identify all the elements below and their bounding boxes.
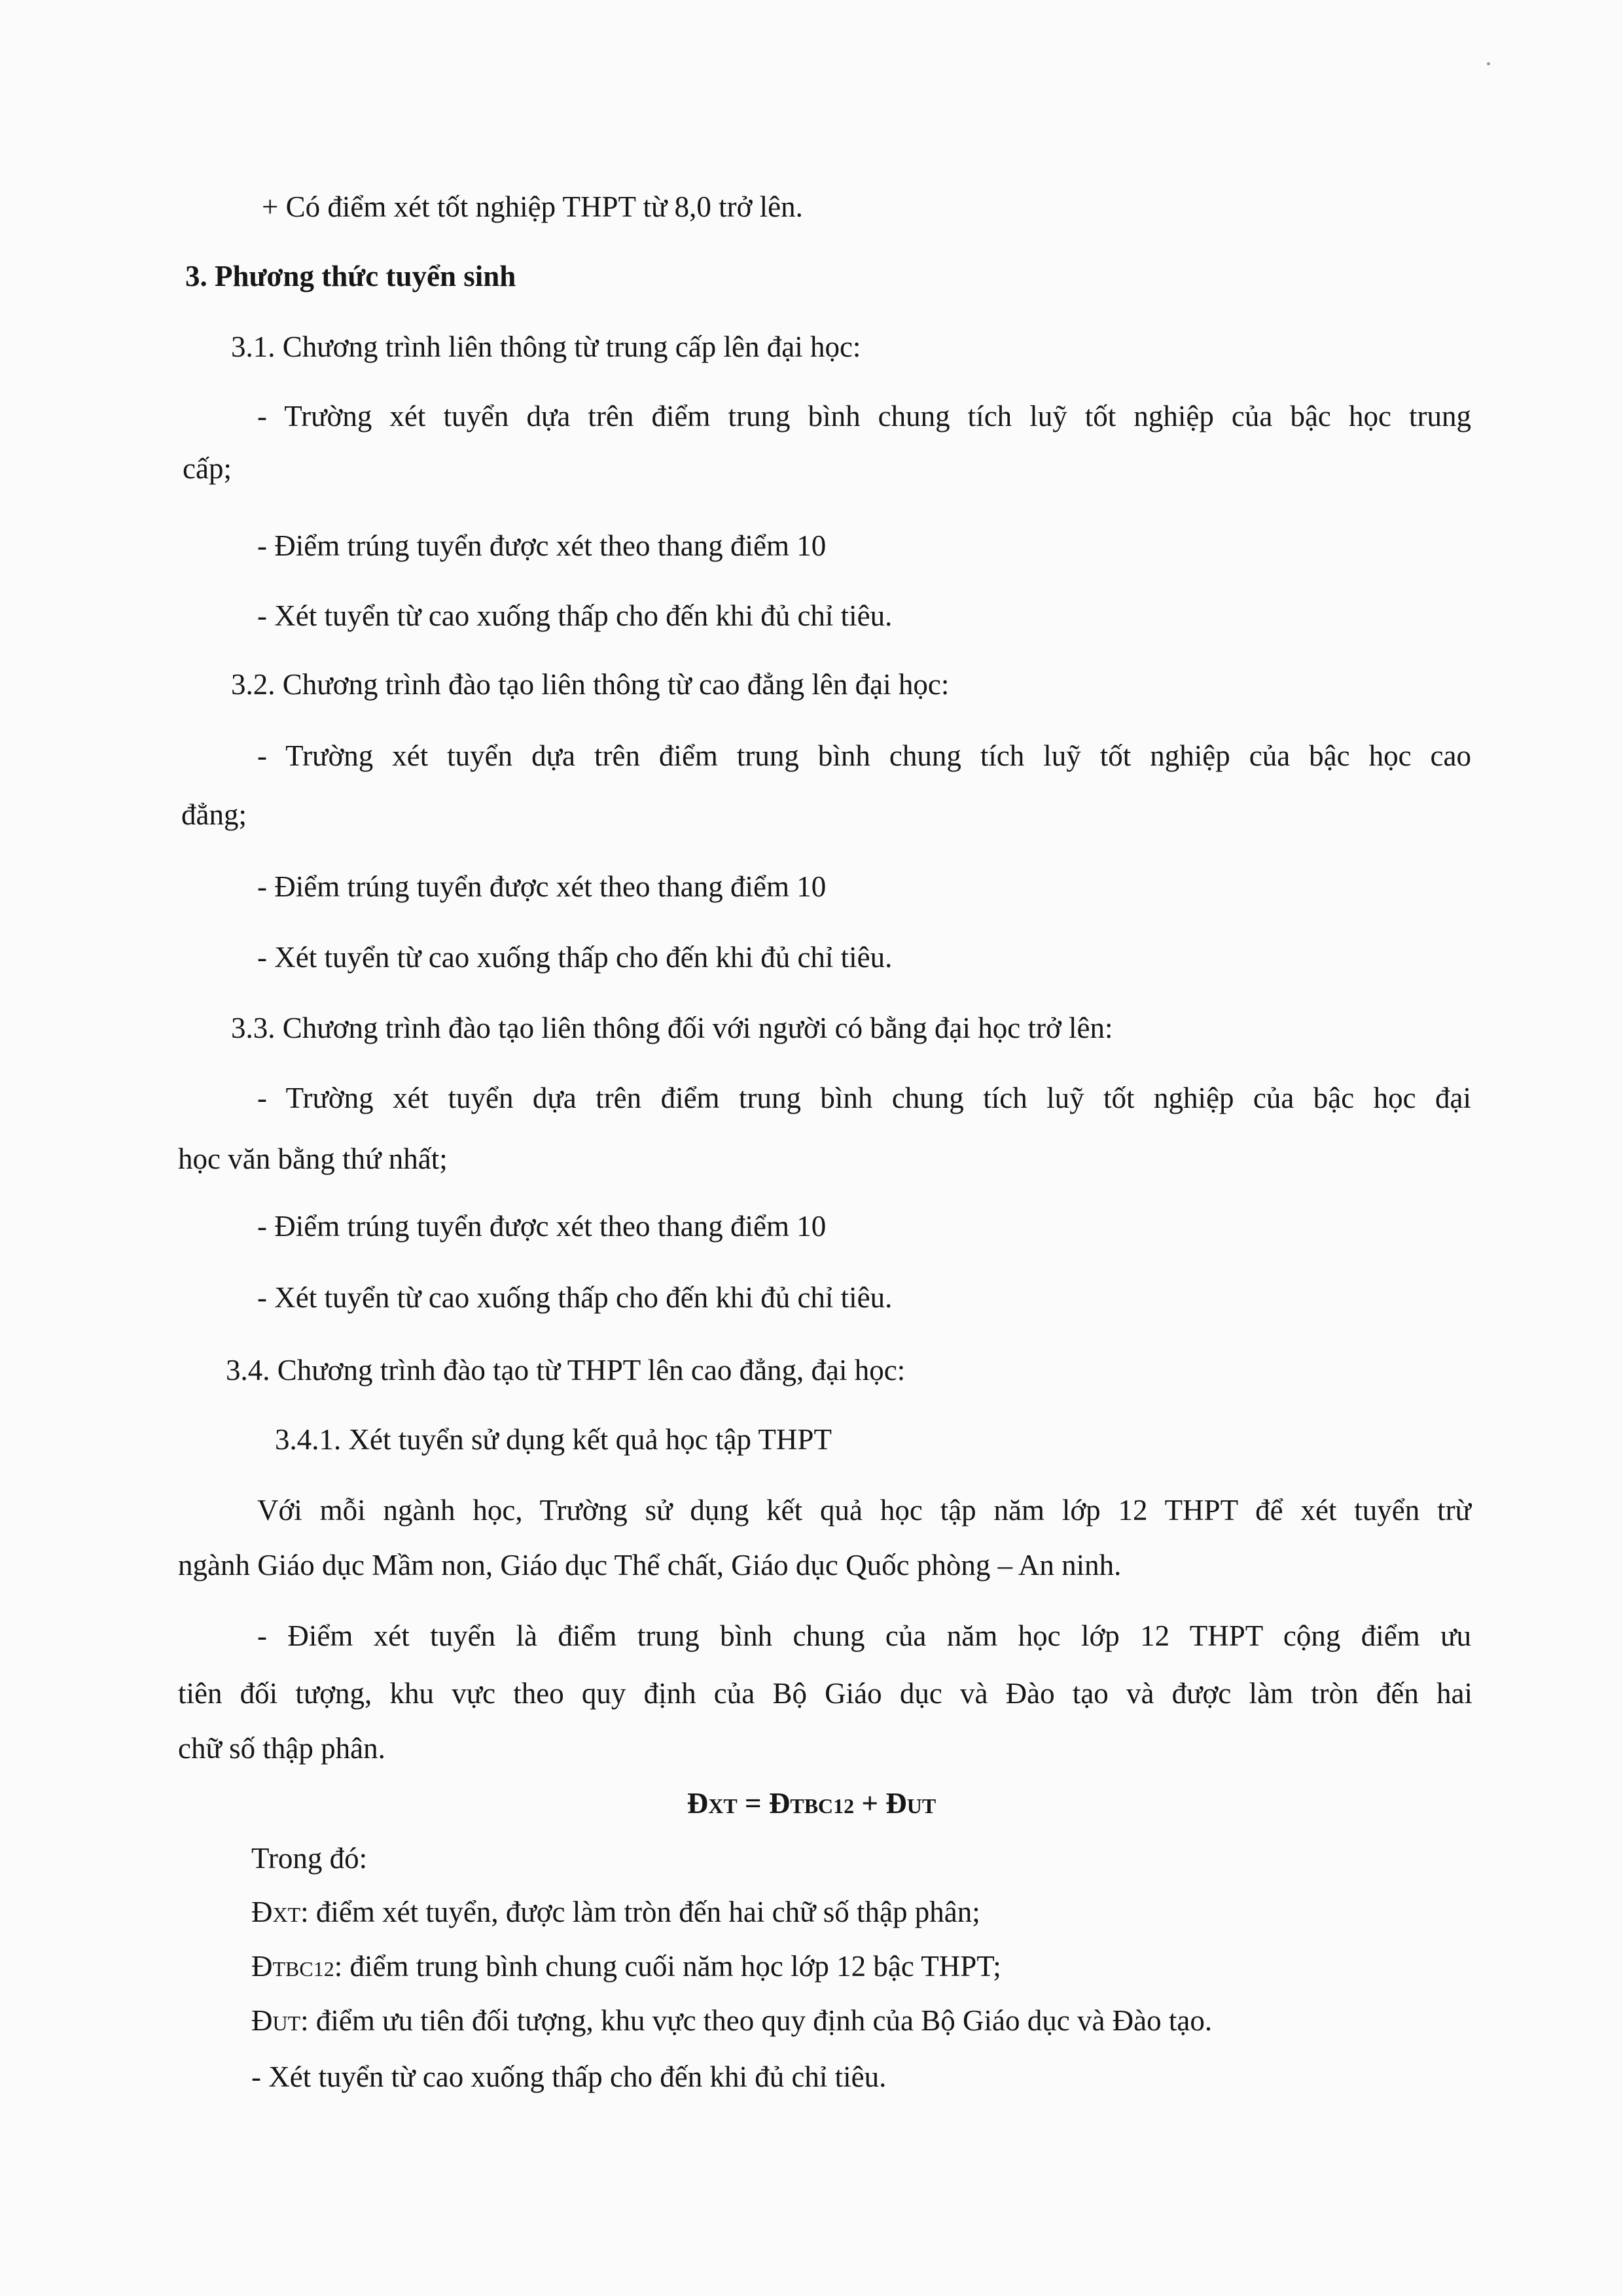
section-3-2-bullet-1-line-1: - Trường xét tuyển dựa trên điểm trung bình chung tích luỹ tốt nghiệp của bậc học cao: [257, 739, 1471, 772]
admission-score-formula: [0, 1785, 1623, 1824]
final-bullet: - Xét tuyển từ cao xuống thấp cho đến khi đủ chỉ tiêu.: [251, 2060, 887, 2093]
definition-dxt: ĐXT: điểm xét tuyển, được làm tròn đến hai chữ số thập phân;: [251, 1896, 980, 1928]
section-3-1-bullet-3: - Xét tuyển từ cao xuống thấp cho đến khi đủ chỉ tiêu.: [257, 599, 893, 632]
where-label: Trong đó:: [251, 1842, 368, 1875]
section-3-4-1-paragraph-1-line-2: ngành Giáo dục Mầm non, Giáo dục Thể chất, Giáo dục Quốc phòng – An ninh.: [178, 1549, 1122, 1581]
section-3-3-title: 3.3. Chương trình đào tạo liên thông đối với người có bằng đại học trở lên:: [231, 1012, 1113, 1044]
section-3-4-1-title: 3.4.1. Xét tuyển sử dụng kết quả học tập THPT: [275, 1423, 832, 1456]
section-3-1-bullet-1-line-2: cấp;: [183, 452, 232, 485]
formula-lhs: ĐXT: [687, 1787, 738, 1820]
formula-plus: +: [854, 1787, 886, 1820]
formula-term-2: ĐUT: [885, 1787, 936, 1820]
graduation-score-condition: + Có điểm xét tốt nghiệp THPT từ 8,0 trở lên.: [262, 190, 803, 223]
scan-speck: [1487, 62, 1490, 65]
section-3-2-bullet-1-line-2: đẳng;: [181, 798, 247, 831]
section-3-3-bullet-1-line-2: học văn bằng thứ nhất;: [178, 1142, 448, 1175]
section-3-1-bullet-2: - Điểm trúng tuyển được xét theo thang điểm 10: [257, 529, 827, 562]
section-3-4-1-paragraph-2-line-2: tiên đối tượng, khu vực theo quy định của Bộ Giáo dục và Đào tạo và được làm tròn đến hai: [178, 1677, 1472, 1710]
section-3-4-1-paragraph-1-line-1: Với mỗi ngành học, Trường sử dụng kết quả học tập năm lớp 12 THPT để xét tuyển trừ: [257, 1494, 1471, 1527]
section-3-heading: 3. Phương thức tuyển sinh: [185, 260, 516, 292]
section-3-1-bullet-1-line-1: - Trường xét tuyển dựa trên điểm trung bình chung tích luỹ tốt nghiệp của bậc học trung: [257, 400, 1471, 433]
section-3-2-bullet-3: - Xét tuyển từ cao xuống thấp cho đến khi đủ chỉ tiêu.: [257, 941, 893, 974]
section-3-3-bullet-3: - Xét tuyển từ cao xuống thấp cho đến khi đủ chỉ tiêu.: [257, 1281, 893, 1314]
section-3-3-bullet-1-line-1: - Trường xét tuyển dựa trên điểm trung bình chung tích luỹ tốt nghiệp của bậc học đại: [257, 1082, 1471, 1114]
section-3-4-title: 3.4. Chương trình đào tạo từ THPT lên cao đẳng, đại học:: [226, 1354, 906, 1386]
formula-term-1: ĐTBC12: [768, 1787, 855, 1820]
formula-equals: =: [737, 1787, 769, 1820]
section-3-4-1-paragraph-2-line-3: chữ số thập phân.: [178, 1732, 385, 1765]
section-3-4-1-paragraph-2-line-1: - Điểm xét tuyển là điểm trung bình chung của năm học lớp 12 THPT cộng điểm ưu: [257, 1619, 1471, 1652]
section-3-1-title: 3.1. Chương trình liên thông từ trung cấp lên đại học:: [231, 330, 861, 363]
definition-dut: ĐUT: điểm ưu tiên đối tượng, khu vực theo quy định của Bộ Giáo dục và Đào tạo.: [251, 2004, 1213, 2037]
definition-dtbc12: ĐTBC12: điểm trung bình chung cuối năm học lớp 12 bậc THPT;: [251, 1950, 1001, 1983]
section-3-2-title: 3.2. Chương trình đào tạo liên thông từ cao đẳng lên đại học:: [231, 668, 950, 701]
section-3-3-bullet-2: - Điểm trúng tuyển được xét theo thang điểm 10: [257, 1210, 827, 1243]
section-3-2-bullet-2: - Điểm trúng tuyển được xét theo thang điểm 10: [257, 870, 827, 903]
